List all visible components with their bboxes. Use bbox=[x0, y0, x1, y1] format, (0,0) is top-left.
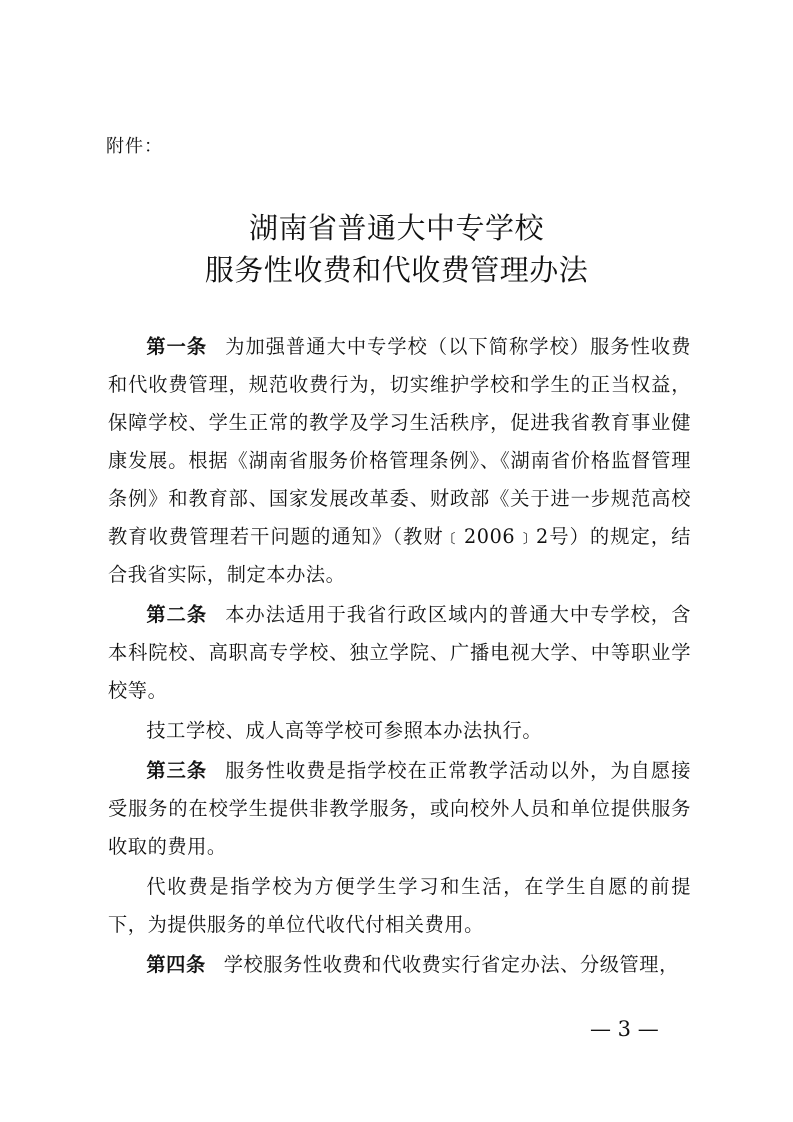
article-2-supplement-paragraph bbox=[108, 712, 691, 750]
document-title-line-1: 湖南省普通大中专学校 bbox=[248, 211, 544, 245]
article-2-text: 本办法适用于我省行政区域内的普通大中专学校，含本科院校、高职高专学校、独立学院、广播电视大学、中等职业学校等。 bbox=[108, 603, 691, 702]
article-1-text: 为加强普通大中专学校（以下简称学校）服务性收费和代收费管理，规范收费行为，切实维护学校和学生的正当权益，保障学校、学生正常的教学及学习生活秩序，促进我省教育事业健康发展。根据《湖南省服务价格管理条例》、《湖南省价格监督管理条例》和教育部、国家发展改革委、财政部《关于进一步规范高校教育收费管理若干问题的通知》（教财﹝2006﹞2号）的规定，结合我省实际，制定本办法。 bbox=[108, 335, 691, 586]
article-3-text: 服务性收费是指学校在正常教学活动以外，为自愿接受服务的在校学生提供非教学服务，或向校外人员和单位提供服务收取的费用。 bbox=[108, 759, 691, 858]
article-3-paragraph bbox=[108, 752, 691, 866]
article-2-heading: 第二条 bbox=[146, 603, 208, 626]
article-4-paragraph bbox=[108, 946, 691, 984]
article-1-paragraph bbox=[108, 328, 691, 594]
article-3-supplement-paragraph bbox=[108, 868, 691, 944]
document-body bbox=[108, 328, 691, 984]
article-2-supplement-text: 技工学校、成人高等学校可参照本办法执行。 bbox=[146, 719, 543, 742]
document-title-line-2: 服务性收费和代收费管理办法 bbox=[204, 253, 589, 287]
article-1-heading: 第一条 bbox=[146, 335, 208, 358]
article-3-supplement-text: 代收费是指学校为方便学生学习和生活，在学生自愿的前提下，为提供服务的单位代收代付相关费用。 bbox=[108, 875, 691, 936]
page-number: — 3 — bbox=[590, 1017, 659, 1041]
attachment-label: 附件： bbox=[106, 136, 163, 157]
article-4-text: 学校服务性收费和代收费实行省定办法、分级管理， bbox=[223, 953, 679, 976]
article-3-heading: 第三条 bbox=[146, 759, 208, 782]
article-2-paragraph bbox=[108, 596, 691, 710]
article-4-heading: 第四条 bbox=[146, 953, 206, 976]
